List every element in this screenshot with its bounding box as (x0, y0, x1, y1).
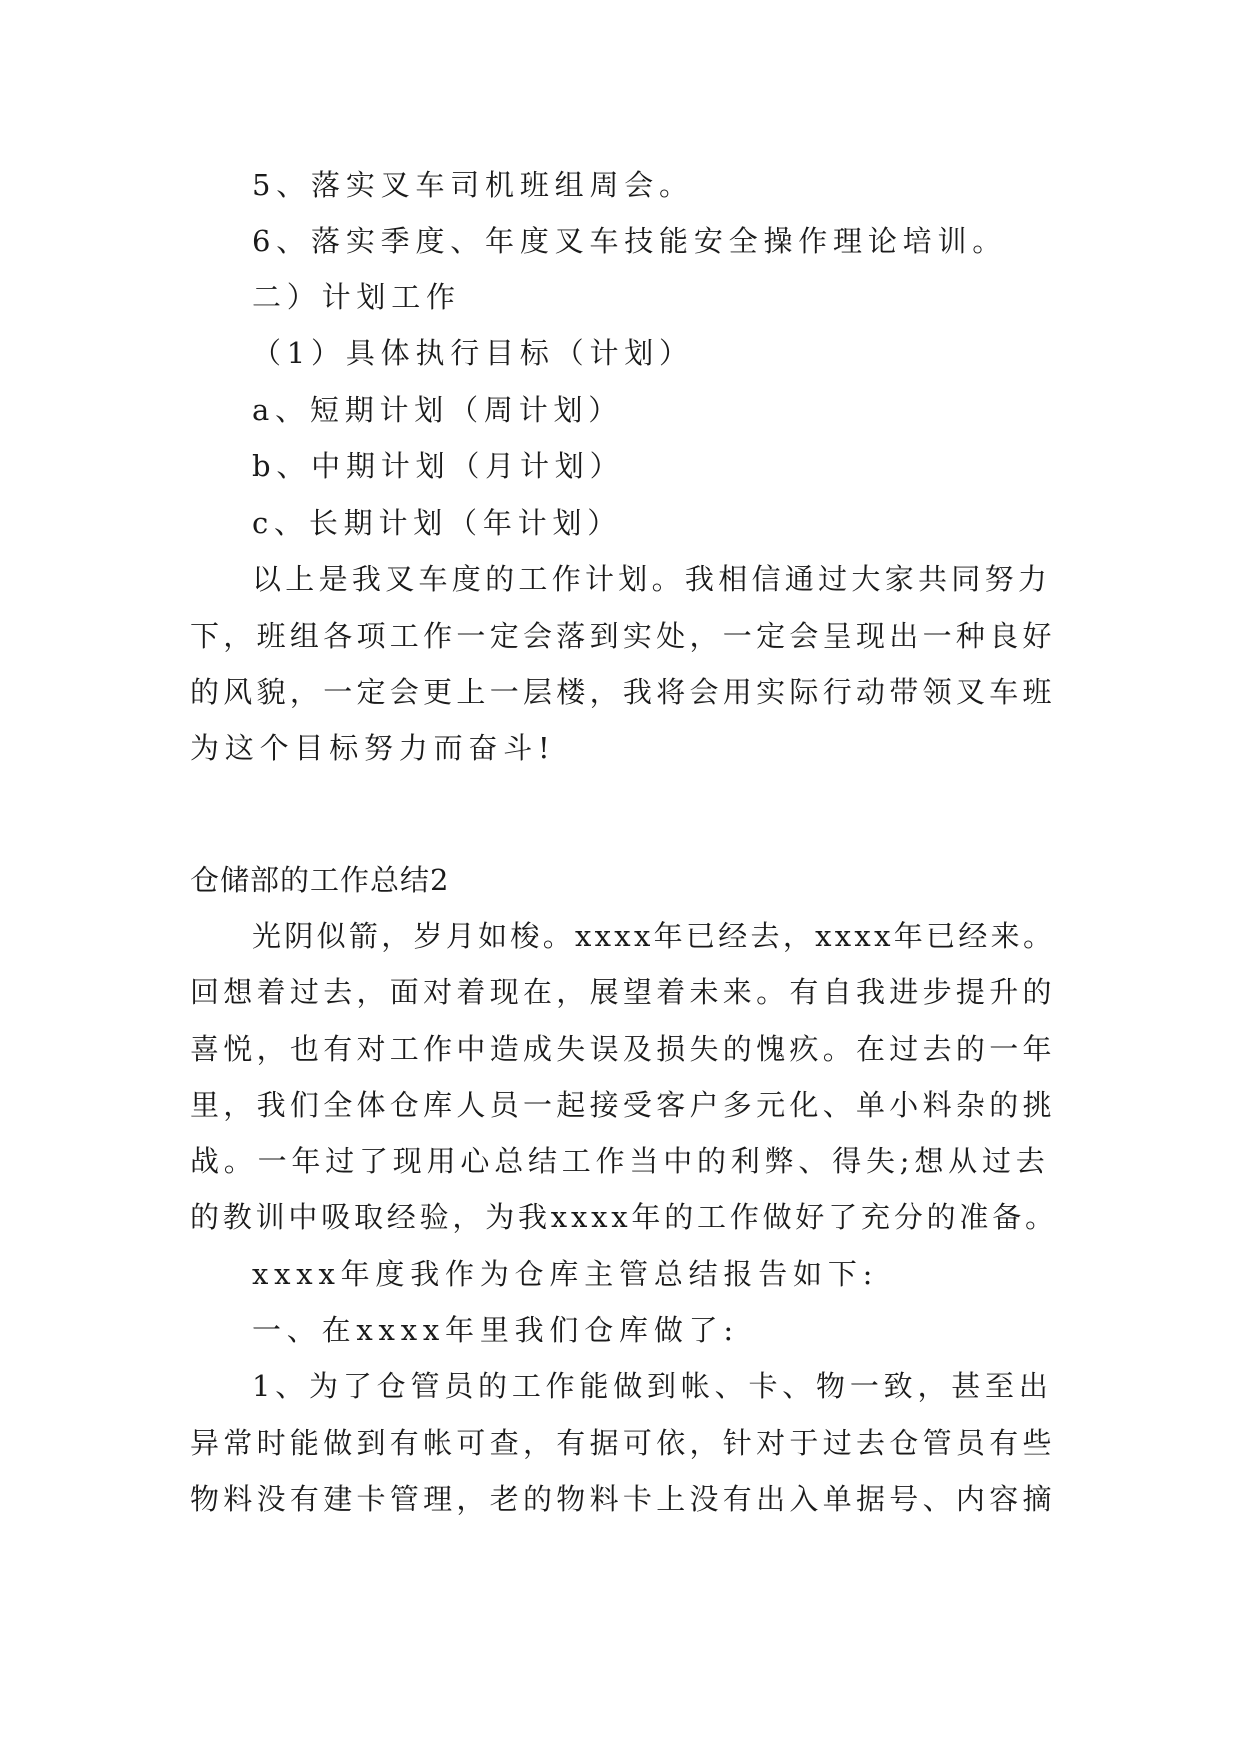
text-line: 以上是我叉车度的工作计划。我相信通过大家共同努力 (252, 562, 1052, 596)
text-line: 6、落实季度、年度叉车技能安全操作理论培训。 (252, 224, 1008, 258)
text-line: 5、落实叉车司机班组周会。 (252, 168, 694, 202)
text-line: 光阴似箭，岁月如梭。xxxx年已经去，xxxx年已经来。 (252, 919, 1056, 953)
text-line: 下，班组各项工作一定会落到实处，一定会呈现出一种良好 (190, 619, 1056, 653)
section-heading: 二）计划工作 (252, 280, 461, 314)
text-line: 回想着过去，面对着现在，展望着未来。有自我进步提升的 (190, 975, 1056, 1009)
text-line: 为这个目标努力而奋斗! (190, 731, 556, 765)
text-line: 1、为了仓管员的工作能做到帐、卡、物一致，甚至出 (252, 1369, 1053, 1403)
section-title: 仓储部的工作总结2 (190, 863, 450, 897)
text-line: 喜悦，也有对工作中造成失误及损失的愧疚。在过去的一年 (190, 1032, 1056, 1066)
list-item: a、短期计划（周计划） (252, 393, 624, 427)
text-line: 异常时能做到有帐可查，有据可依，针对于过去仓管员有些 (190, 1426, 1056, 1460)
list-item: c、长期计划（年计划） (252, 506, 623, 540)
list-item: b、中期计划（月计划） (252, 449, 625, 483)
text-line: xxxx年度我作为仓库主管总结报告如下: (252, 1257, 879, 1291)
text-line: 战。一年过了现用心总结工作当中的利弊、得失;想从过去 (190, 1144, 1050, 1178)
text-line: 物料没有建卡管理，老的物料卡上没有出入单据号、内容摘 (190, 1482, 1056, 1516)
text-line: 的风貌，一定会更上一层楼，我将会用实际行动带领叉车班 (190, 675, 1056, 709)
text-line: 里，我们全体仓库人员一起接受客户多元化、单小料杂的挑 (190, 1088, 1056, 1122)
text-line: 一、在xxxx年里我们仓库做了: (252, 1313, 739, 1347)
text-line: 的教训中吸取经验，为我xxxx年的工作做好了充分的准备。 (190, 1200, 1058, 1234)
subsection-heading: （1）具体执行目标（计划） (252, 336, 694, 370)
